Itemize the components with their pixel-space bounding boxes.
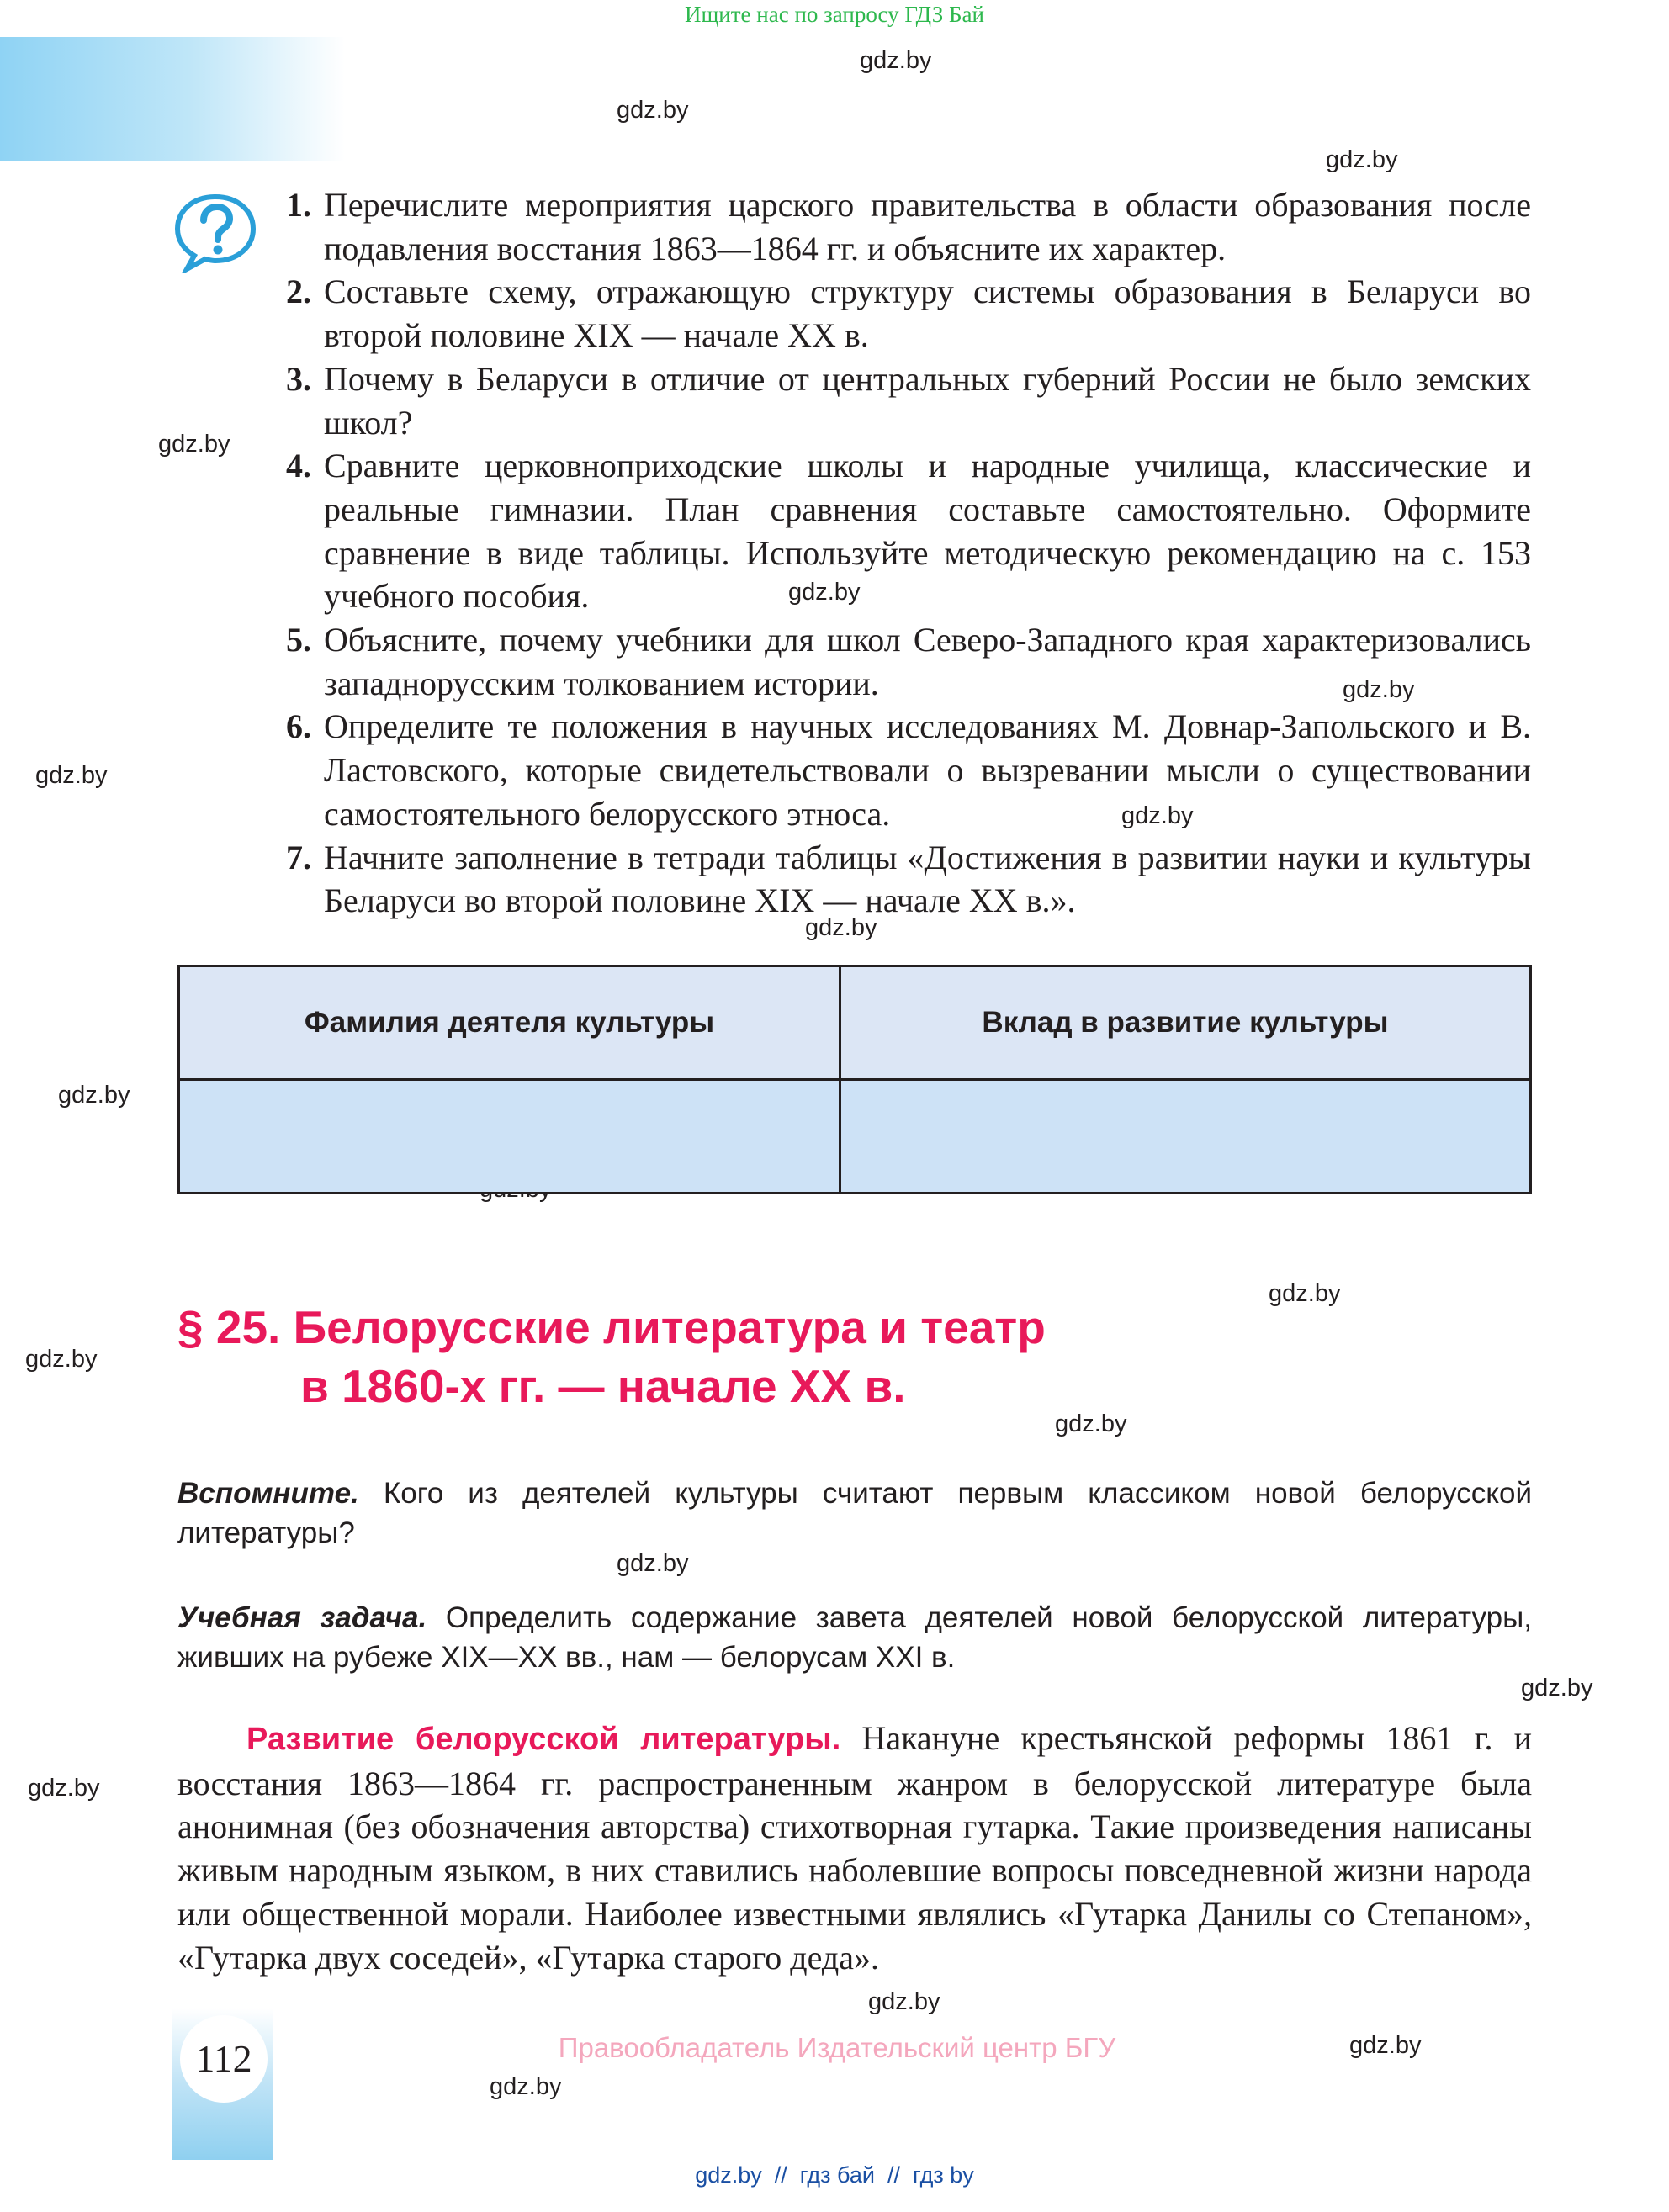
page-number: 112 <box>180 2015 268 2103</box>
recall-block <box>177 1474 1532 1553</box>
watermark: gdz.by <box>158 431 230 458</box>
corner-decoration <box>0 37 345 161</box>
watermark: gdz.by <box>788 579 861 606</box>
table-cell <box>840 1080 1531 1193</box>
question-item <box>286 836 1531 923</box>
body-paragraph <box>177 1717 1532 1979</box>
watermark: gdz.by <box>860 47 932 74</box>
table-header-name: Фамилия деятеля культуры <box>179 966 840 1080</box>
table-header-contribution: Вклад в развитие культуры <box>840 966 1531 1080</box>
watermark: gdz.by <box>1343 676 1415 703</box>
question-number: 4. <box>286 447 311 485</box>
question-text: Почему в Беларуси в отличие от центральных губерний России не было земских школ? <box>324 359 1531 442</box>
paragraph-text: Накануне крестьянской реформы 1861 г. и восстания 1863—1864 гг. распространенным жанром в белорусской литературе была анонимная (без обозначения авторства) стихотворная гутарка. Такие произведения написаны живым народным языком, в них ставились наболевшие вопросы повседневной жизни народа или общественной морали. Наиболее известными являлись «Гутарка Данилы со Степаном», «Гутарка двух соседей», «Гутарка старого деда». <box>177 1719 1533 1977</box>
question-item <box>286 357 1531 444</box>
watermark: gdz.by <box>868 1988 940 2015</box>
watermark: gdz.by <box>1349 2032 1422 2059</box>
table-row <box>179 1080 1531 1193</box>
watermark: gdz.by <box>617 97 689 124</box>
copyright-notice: Правообладатель Издательский центр БГУ <box>558 2032 1116 2063</box>
watermark: gdz.by <box>805 914 877 941</box>
top-promo-banner[interactable]: Ищите нас по запросу ГДЗ Бай <box>685 2 984 27</box>
watermark: gdz.by <box>1521 1675 1593 1701</box>
question-item <box>286 270 1531 357</box>
culture-achievements-table <box>177 965 1532 1194</box>
question-text: Начните заполнение в тетради таблицы «Достижения в развитии науки и культуры Беларуси во второй половине XIX — начале XX в.». <box>324 838 1531 920</box>
question-text: Сравните церковноприходские школы и народные училища, классические и реальные гимназии. План сравнения составьте самостоятельно. Оформите сравнение в виде таблицы. Используйте методическую рекомендацию на с. 153 учебного пособия. <box>324 447 1531 616</box>
watermark: gdz.by <box>1269 1280 1341 1307</box>
question-text: Определите те положения в научных исследованиях М. Довнар-Запольского и В. Ластовского, которые свидетельствовали о вызревании мысли о существовании самостоятельного белорусского этноса. <box>324 707 1531 833</box>
question-text: Перечислите мероприятия царского правительства в области образования после подавления восстания 1863—1864 гг. и объясните их характер. <box>324 186 1531 267</box>
watermark: gdz.by <box>617 1550 689 1577</box>
question-number: 6. <box>286 707 311 746</box>
question-number: 3. <box>286 359 311 398</box>
watermark: gdz.by <box>1121 802 1194 829</box>
learning-task-text: Определить содержание завета деятелей новой белорусской литературы, живших на рубеже XIX—XX вв., нам — белорусам XXI в. <box>177 1601 1532 1674</box>
review-questions <box>286 183 1531 923</box>
question-item <box>286 705 1531 835</box>
table-header-row <box>179 966 1531 1080</box>
question-number: 1. <box>286 186 311 224</box>
question-text: Объясните, почему учебники для школ Северо-Западного края характеризовались западнорусским толкованием истории. <box>324 621 1531 702</box>
section-title-line1: § 25. Белорусские литература и театр <box>177 1301 1046 1353</box>
section-title <box>177 1298 1046 1416</box>
question-number: 7. <box>286 838 311 876</box>
section-title-line2: в 1860-х гг. — начале XX в. <box>300 1360 906 1412</box>
question-item <box>286 618 1531 705</box>
table-cell <box>179 1080 840 1193</box>
watermark: gdz.by <box>58 1082 130 1109</box>
question-item <box>286 444 1531 618</box>
paragraph-heading: Развитие белорусской литературы. <box>246 1722 841 1757</box>
question-text: Составьте схему, отражающую структуру системы образования в Беларуси во второй половине XIX — начале XX в. <box>324 273 1531 355</box>
recall-text: Кого из деятелей культуры считают первым классиком новой белорусской литературы? <box>177 1477 1532 1549</box>
watermark: gdz.by <box>490 2073 562 2100</box>
footer-links[interactable]: gdz.by // гдз бай // гдз by <box>695 2162 974 2188</box>
question-number: 5. <box>286 621 311 659</box>
watermark: gdz.by <box>28 1775 100 1802</box>
question-number: 2. <box>286 273 311 311</box>
question-item <box>286 183 1531 270</box>
recall-label: Вспомните. <box>177 1477 359 1510</box>
learning-task-label: Учебная задача. <box>177 1601 427 1634</box>
watermark: gdz.by <box>1055 1410 1127 1437</box>
question-icon <box>172 192 259 273</box>
watermark: gdz.by <box>35 762 108 789</box>
watermark: gdz.by <box>1326 146 1398 173</box>
watermark: gdz.by <box>25 1346 98 1373</box>
learning-task-block <box>177 1598 1532 1677</box>
